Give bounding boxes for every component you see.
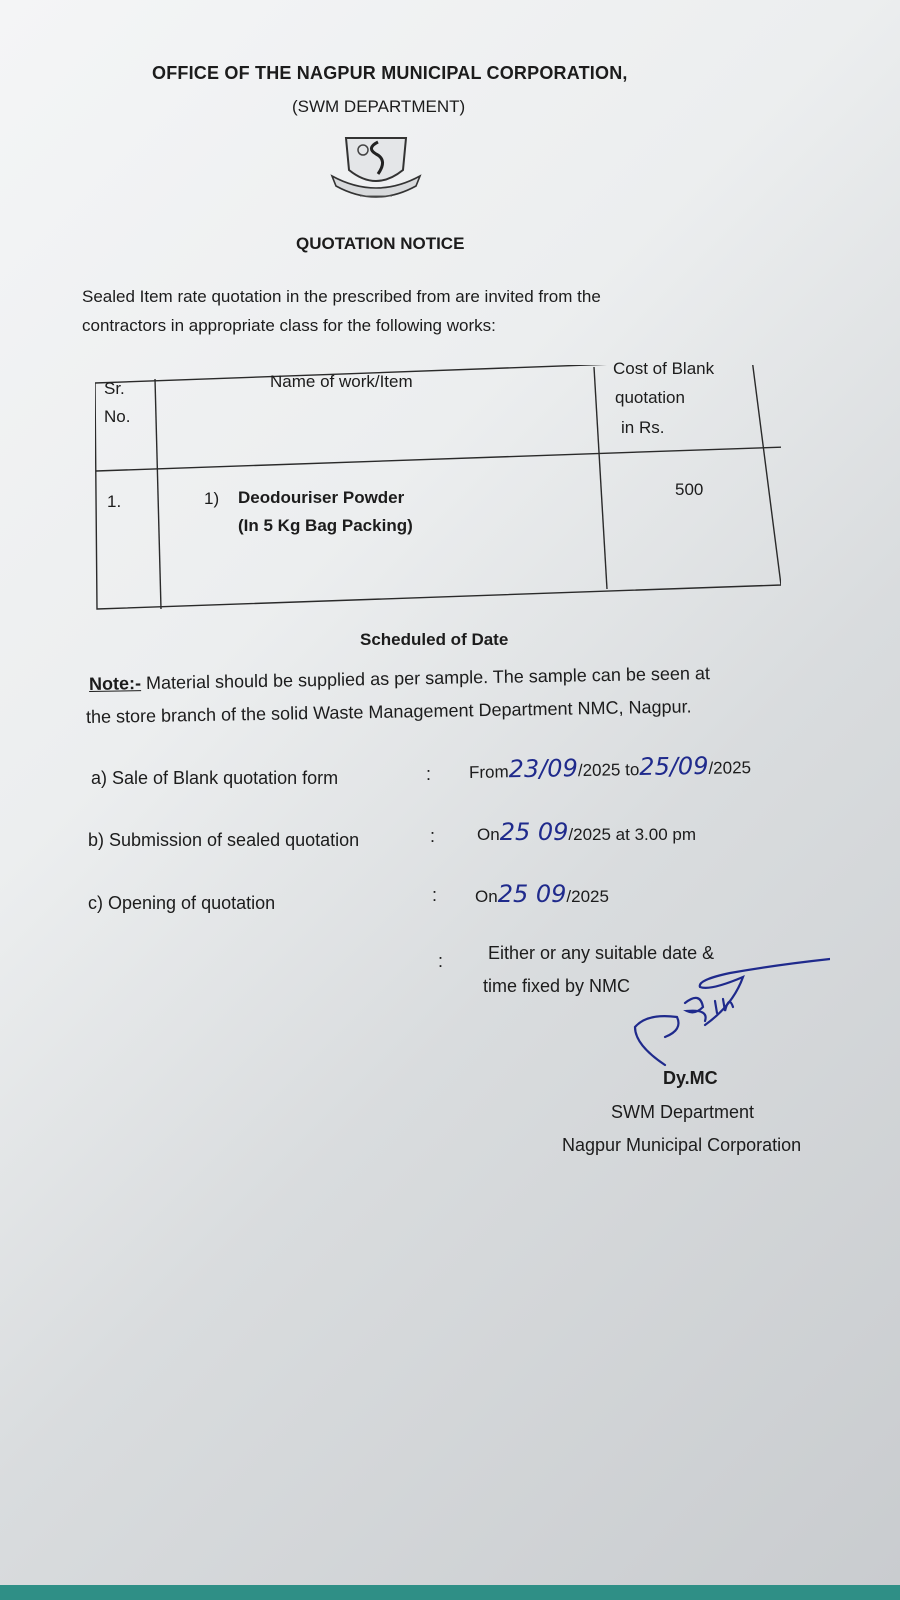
sale-colon: : [426,764,432,784]
submission-handwritten: 25 09 [499,818,569,846]
notice-title: QUOTATION NOTICE [296,234,465,253]
intro-line-2: contractors in appropriate class for the following works: [82,316,496,335]
office-heading: OFFICE OF THE NAGPUR MUNICIPAL CORPORATION, [152,63,628,83]
opening-label: c) Opening of quotation [88,893,276,913]
cost-header-line2: quotation [615,388,685,407]
sale-label: a) Sale of Blank quotation form [91,768,339,788]
sale-from-word: From [468,762,509,782]
submission-rest: /2025 at 3.00 pm [568,825,696,844]
signatory-org: Nagpur Municipal Corporation [562,1135,802,1155]
sale-to-year: /2025 [708,758,752,778]
either-line-2: time fixed by NMC [483,976,631,996]
schedule-heading: Scheduled of Date [360,630,509,649]
cost-header-line3: in Rs. [621,418,665,437]
submission-on-word: On [477,825,500,844]
either-line-1: Either or any suitable date & [488,943,715,963]
signatory-department: SWM Department [611,1102,755,1122]
opening-on-word: On [475,887,498,906]
note-label: Note:- [88,673,142,694]
opening-handwritten: 25 09 [497,880,567,908]
row-item-number: 1) [204,489,220,508]
row-sr: 1. [107,492,122,511]
row-item-name: Deodouriser Powder [238,488,405,507]
signatory-title: Dy.MC [663,1068,718,1088]
submission-label: b) Submission of sealed quotation [88,830,360,850]
note-line-2: the store branch of the solid Waste Management Department NMC, Nagpur. [85,696,692,727]
sale-to-handwritten: 25/09 [639,751,709,782]
nmc-emblem [330,130,422,204]
sale-dates [469,751,751,784]
opening-date [475,880,609,908]
row-cost: 500 [675,480,704,499]
name-header: Name of work/Item [270,372,413,391]
desk-edge [0,1585,900,1600]
opening-rest: /2025 [566,887,609,906]
sr-header-line1: Sr. [104,379,125,398]
sr-header-line2: No. [104,407,131,426]
submission-date [477,818,696,846]
submission-colon: : [430,826,436,846]
handwritten-signature [625,955,830,1090]
row-item-packing: (In 5 Kg Bag Packing) [238,516,413,535]
note-line-1 [89,663,710,695]
intro-line-1: Sealed Item rate quotation in the prescribed from are invited from the [82,287,601,306]
opening-colon: : [432,885,438,905]
department-subheading: (SWM DEPARTMENT) [292,97,466,116]
note-text-1: Material should be supplied as per sample. The sample can be seen at [140,663,711,694]
cost-header-line1: Cost of Blank [613,359,715,378]
sale-from-handwritten: 23/09 [508,754,579,784]
sale-to-word: to [624,760,640,780]
either-colon: : [438,951,444,971]
works-table [95,359,781,610]
sale-from-year: /2025 [577,760,621,781]
